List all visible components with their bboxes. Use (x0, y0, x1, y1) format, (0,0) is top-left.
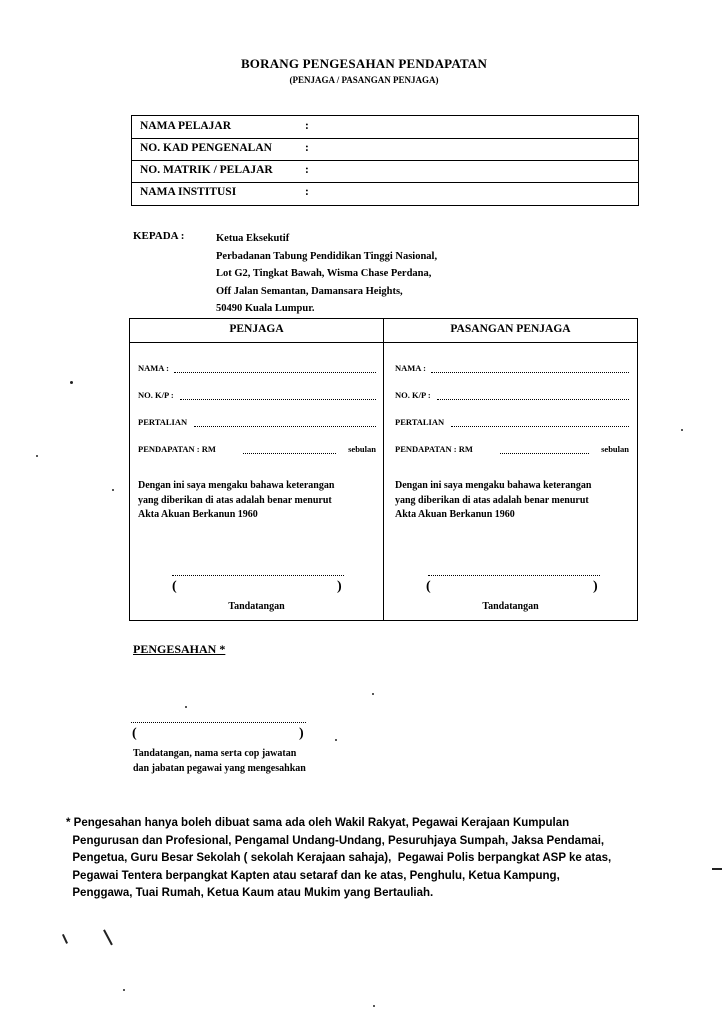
guardian-income-field[interactable] (138, 444, 376, 454)
guardian-statement (138, 479, 380, 523)
guardian-income-label: PENDAPATAN : RM (138, 444, 216, 454)
approval-desc-line: dan jabatan pegawai yang mengesahkan (133, 763, 306, 774)
spouse-relation-dotted-line (451, 426, 629, 427)
scan-speck (681, 429, 683, 431)
approval-paren-close: ) (299, 726, 304, 741)
address-line: Perbadanan Tabung Pendidikan Tinggi Nasional, (216, 250, 438, 262)
spouse-income-label: PENDAPATAN : RM (395, 444, 473, 454)
statement-line: Akta Akuan Berkanun 1960 (395, 509, 515, 520)
spouse-ic-dotted-line (437, 399, 629, 400)
guardian-column-heading: PENJAGA (229, 323, 284, 335)
guardian-paren-open: ( (172, 579, 177, 594)
spouse-statement (395, 479, 637, 523)
scan-stroke (103, 930, 112, 946)
address-line: Lot G2, Tingkat Bawah, Wisma Chase Perdana, (216, 268, 432, 279)
recipient-address (216, 230, 437, 318)
statement-line: yang diberikan di atas adalah benar menurut (395, 494, 589, 506)
matric-number-label: NO. MATRIK / PELAJAR (140, 164, 273, 176)
spouse-relation-label: PERTALIAN (395, 417, 445, 427)
guardian-paren-close: ) (337, 579, 342, 594)
spouse-paren-close: ) (593, 579, 598, 594)
footnote-line: Penggawa, Tuai Rumah, Ketua Kaum atau Mukim yang Bertauliah. (66, 887, 434, 899)
guardian-ic-field[interactable] (138, 390, 376, 400)
spouse-paren-open: ( (426, 579, 431, 594)
guardian-relation-dotted-line (194, 426, 376, 427)
approval-signature-description (133, 746, 306, 776)
spouse-name-dotted-line (431, 372, 629, 373)
guardian-name-label: NAMA : (138, 363, 169, 373)
institution-colon: : (305, 186, 309, 198)
student-name-label: NAMA PELAJAR (140, 120, 232, 132)
scan-speck (112, 489, 114, 491)
info-row-ic-number (132, 138, 638, 161)
guardian-income-dotted-line (243, 453, 336, 454)
guardian-relation-field[interactable] (138, 417, 376, 427)
address-line: Off Jalan Semantan, Damansara Heights, (216, 285, 403, 297)
scan-speck (123, 989, 125, 991)
footnote-line: Pengurusan dan Profesional, Pengamal Undang-Undang, Pesuruhjaya Sumpah, Jaksa Pendamai, (66, 834, 605, 847)
approval-signature-line[interactable] (131, 722, 306, 723)
spouse-ic-label: NO. K/P : (395, 390, 431, 400)
scan-speck (185, 706, 187, 708)
address-line: Ketua Eksekutif (216, 233, 290, 244)
statement-line: yang diberikan di atas adalah benar menurut (138, 494, 332, 506)
spouse-column-heading: PASANGAN PENJAGA (450, 323, 571, 335)
ic-number-colon: : (305, 142, 309, 154)
footnote-line: * Pengesahan hanya boleh dibuat sama ada oleh Wakil Rakyat, Pegawai Kerajaan Kumpulan (66, 817, 570, 829)
guardian-signature-label: Tandatangan (228, 601, 285, 612)
approval-heading: PENGESAHAN * (133, 642, 226, 656)
statement-line: Dengan ini saya mengaku bahawa keterangan (138, 480, 335, 491)
info-row-matric-number (132, 160, 638, 183)
spouse-income-dotted-line (500, 453, 589, 454)
guardian-name-dotted-line (174, 372, 376, 373)
form-title: BORANG PENGESAHAN PENDAPATAN (240, 56, 488, 71)
form-subtitle: (PENJAGA / PASANGAN PENJAGA) (289, 75, 439, 85)
guardian-signature-line[interactable] (172, 575, 344, 576)
spouse-relation-field[interactable] (395, 417, 629, 427)
statement-line: Akta Akuan Berkanun 1960 (138, 509, 258, 520)
spouse-income-field[interactable] (395, 444, 629, 454)
footnote (66, 815, 726, 903)
spouse-name-label: NAMA : (395, 363, 426, 373)
footnote-line: Pengetua, Guru Besar Sekolah ( sekolah Kerajaan sahaja), Pegawai Polis berpangkat ASP ke atas, (66, 852, 612, 864)
guardian-relation-label: PERTALIAN (138, 417, 188, 427)
guardian-per-month-label: sebulan (348, 444, 376, 454)
student-name-colon: : (305, 120, 309, 132)
guardian-name-field[interactable] (138, 363, 376, 373)
scan-speck (70, 381, 73, 384)
spouse-signature-line[interactable] (428, 575, 600, 576)
scan-stroke (712, 868, 722, 870)
spouse-signature-label: Tandatangan (482, 601, 539, 612)
scan-speck (373, 1005, 375, 1007)
student-info-box (131, 115, 639, 206)
footnote-line: Pegawai Tentera berpangkat Kapten atau setaraf dan ke atas, Penghulu, Ketua Kampung, (66, 869, 560, 882)
approval-paren-open: ( (132, 726, 137, 741)
recipient-label: KEPADA : (133, 230, 185, 242)
info-row-institution (132, 182, 638, 204)
scan-speck (335, 739, 337, 741)
spouse-name-field[interactable] (395, 363, 629, 373)
column-divider (383, 319, 384, 620)
statement-line: Dengan ini saya mengaku bahawa keterangan (395, 480, 592, 491)
guardian-ic-dotted-line (180, 399, 376, 400)
address-line: 50490 Kuala Lumpur. (216, 303, 315, 314)
header-divider (130, 342, 637, 343)
guardian-ic-label: NO. K/P : (138, 390, 174, 400)
scan-speck (36, 455, 38, 457)
institution-label: NAMA INSTITUSI (140, 186, 237, 198)
approval-desc-line: Tandatangan, nama serta cop jawatan (133, 748, 297, 759)
scan-speck (372, 693, 374, 695)
info-row-student-name (132, 116, 638, 139)
declaration-table (129, 318, 638, 621)
spouse-per-month-label: sebulan (601, 444, 629, 454)
matric-number-colon: : (305, 164, 309, 176)
ic-number-label: NO. KAD PENGENALAN (140, 142, 272, 154)
spouse-ic-field[interactable] (395, 390, 629, 400)
scan-stroke (62, 934, 68, 944)
